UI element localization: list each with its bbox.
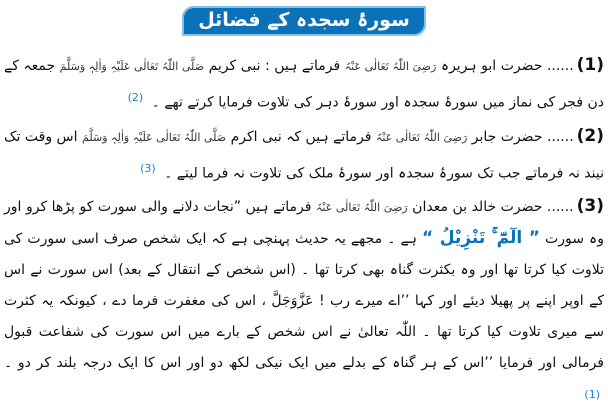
paragraph-text: فرماتے ہیں کہ نبی اکرم: [230, 128, 372, 145]
paragraph-text: ہے ۔ مجھے یہ حدیث پہنچی ہے کہ ایک شخص صرف اسی سورت کی تلاوت کیا کرتا تھا اور وہ بکثرت گناہ بھی کرتا تھا ۔ (اس شخص کے انتقال کے بعد) اس سورت نے اس کے اوپر اپنے پر پھیلا دیئے اور کہا ’’اے میرے رب ! عَزَّوَجَلَّ ، اس کی مغفرت فرما دے ، کیونکہ یہ کثرت سے میری تلاوت کیا کرتا تھا ۔ اللّٰہ تعالیٰ نے اس شخص کے بارے میں اس سورت کی شفاعت قبول فرمالی اور فرمایا ’’اس کے ہر گناہ کے بدلے میں ایک نیکی لکھ دو اور اس کا ایک درجہ بلند کر دو ۔: [4, 231, 604, 372]
heading-banner: [0, 6, 608, 36]
ayah-title: ” الٓمّٓ ۚ تَنْزِیْلُ “: [422, 228, 540, 249]
footnote-ref: (1): [584, 388, 600, 402]
paragraph-number: (2): [576, 125, 605, 146]
honorific: رَضِیَ اللّٰہُ تَعَالٰی عَنْہُ: [344, 60, 437, 73]
paragraph-text: فرماتے ہیں : نبی کریم: [208, 58, 341, 74]
paragraph-text: حضرت جابر: [471, 128, 543, 145]
honorific: صَلَّی اللّٰہُ تَعَالٰی عَلَیْہِ وَاٰلِہٖ وَسَلَّمَ: [82, 130, 227, 144]
paragraph-1: [4, 50, 604, 119]
paragraph-number: (1): [576, 55, 605, 75]
dots: ......: [546, 58, 574, 74]
paragraph-text: اس وقت تک نیند نہ فرماتے جب تک سورۂ سجدہ اور سورۂ ملک کی تلاوت نہ فرما لیتے ۔: [4, 128, 604, 182]
paragraph-text: حضرت ابو ہریرہ: [440, 58, 543, 74]
article-body: [4, 50, 604, 418]
footnote-ref: (3): [140, 161, 156, 175]
honorific: رَضِیَ اللّٰہُ تَعَالٰی عَنْہُ: [315, 201, 408, 215]
footnote-ref: (2): [127, 91, 144, 104]
paragraph-2: [4, 121, 604, 190]
honorific: صَلَّی اللّٰہُ تَعَالٰی عَلَیْہِ وَاٰلِہٖ وَسَلَّمَ: [59, 60, 205, 73]
dots: ......: [546, 128, 574, 145]
page-title: سورۂ سجدہ کے فضائل: [182, 6, 426, 36]
paragraph-3: [4, 191, 604, 416]
paragraph-number: (3): [576, 196, 604, 217]
paragraph-text: جمعہ کے دن فجر کی نماز میں سورۂ سجدہ اور سورۂ دہر کی تلاوت فرمایا کرتے تھے ۔: [4, 58, 604, 111]
paragraph-text: فرماتے ہیں ”نجات دلانے والی سورت کو پڑھا کرو اور وہ سورت: [4, 199, 604, 248]
honorific: رَضِیَ اللّٰہُ تَعَالٰی عَنْہُ: [375, 130, 468, 144]
dots: ......: [546, 199, 574, 216]
paragraph-text: حضرت خالد بن معدان: [412, 199, 543, 216]
